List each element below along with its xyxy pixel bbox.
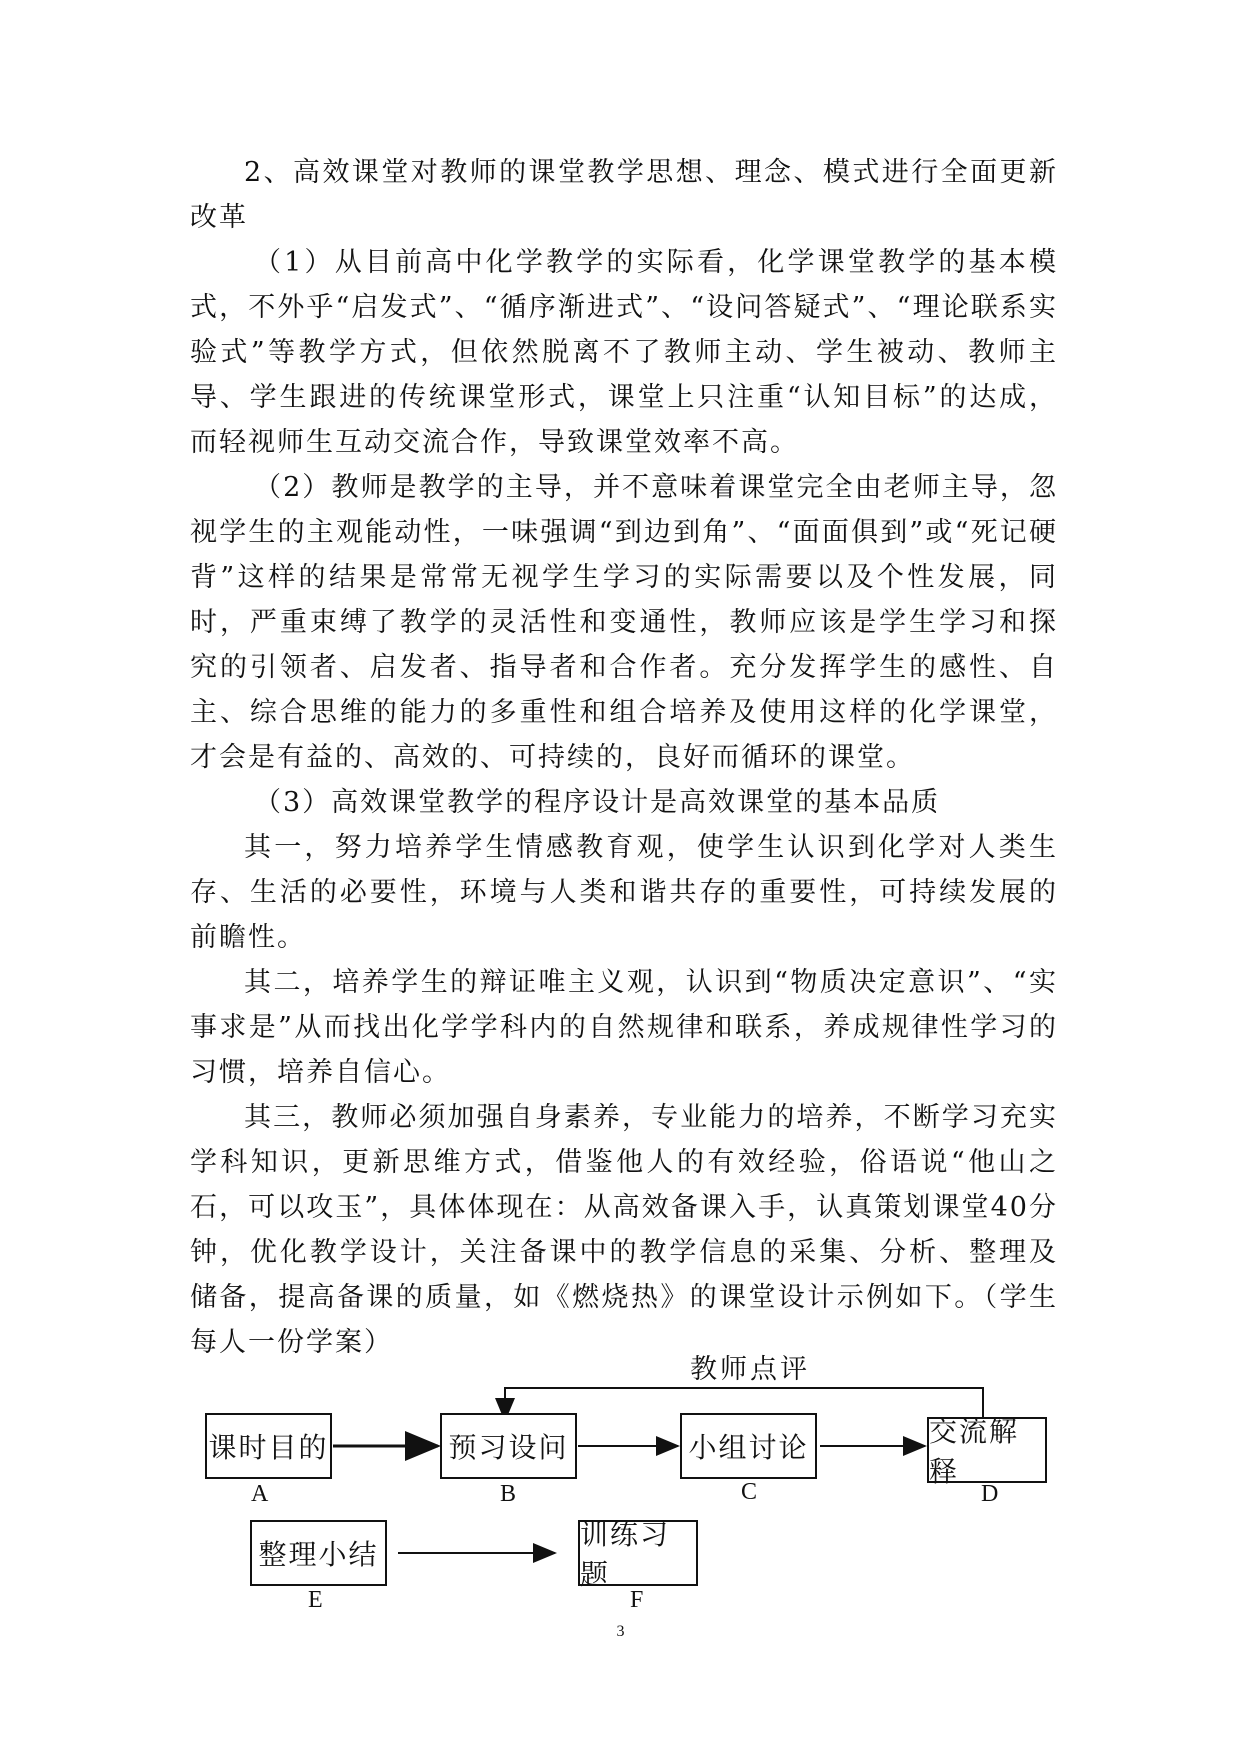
- node-d: 交流解释: [927, 1417, 1047, 1483]
- feedback-label: 教师点评: [690, 1354, 810, 1385]
- node-f-letter: F: [630, 1587, 644, 1613]
- paragraph-1: （1）从目前高中化学教学的实际看，化学课堂教学的基本模式，不外乎“启发式”、“循序渐进式”、“设问答疑式”、“理论联系实验式”等教学方式，但依然脱离不了教师主动、学生被动、教师主导、学生跟进的传统课堂形式，课堂上只注重“认知目标”的达成，而轻视师生互动交流合作，导致课堂效率不高。: [190, 247, 1058, 458]
- node-d-letter: D: [981, 1481, 999, 1507]
- paragraph-5: 其二，培养学生的辩证唯主义观，认识到“物质决定意识”、“实事求是”从而找出化学学科内的自然规律和联系，养成规律性学习的习惯，培养自信心。: [190, 967, 1058, 1088]
- node-c-letter: C: [741, 1479, 758, 1505]
- paragraph-4: 其一，努力培养学生情感教育观，使学生认识到化学对人类生存、生活的必要性，环境与人类和谐共存的重要性，可持续发展的前瞻性。: [190, 832, 1058, 953]
- paragraph-6: 其三，教师必须加强自身素养，专业能力的培养，不断学习充实学科知识，更新思维方式，借鉴他人的有效经验，俗语说“他山之石，可以攻玉”，具体体现在：从高效备课入手，认真策划课堂40分钟，优化教学设计，关注备课中的教学信息的采集、分析、整理及储备，提高备课的质量，如《燃烧热》的课堂设计示例如下。（学生每人一份学案）: [190, 1102, 1058, 1358]
- paragraph-3: （3）高效课堂教学的程序设计是高效课堂的基本品质: [254, 787, 941, 818]
- node-b: 预习设问: [440, 1413, 577, 1479]
- node-e-letter: E: [308, 1587, 323, 1613]
- node-a: 课时目的: [205, 1413, 332, 1479]
- page-number: 3: [616, 1623, 625, 1640]
- node-e: 整理小结: [250, 1520, 387, 1586]
- paragraph-2: （2）教师是教学的主导，并不意味着课堂完全由老师主导，忽视学生的主观能动性，一味强调“到边到角”、“面面俱到”或“死记硬背”这样的结果是常常无视学生学习的实际需要以及个性发展，同时，严重束缚了教学的灵活性和变通性，教师应该是学生学习和探究的引领者、启发者、指导者和合作者。充分发挥学生的感性、自主、综合思维的能力的多重性和组合培养及使用这样的化学课堂，才会是有益的、高效的、可持续的，良好而循环的课堂。: [190, 472, 1058, 773]
- node-a-letter: A: [251, 1481, 269, 1507]
- node-c: 小组讨论: [680, 1413, 817, 1479]
- node-b-letter: B: [500, 1481, 517, 1507]
- node-f: 训练习题: [578, 1520, 698, 1586]
- section-heading: 2、高效课堂对教师的课堂教学思想、理念、模式进行全面更新改革: [190, 157, 1058, 233]
